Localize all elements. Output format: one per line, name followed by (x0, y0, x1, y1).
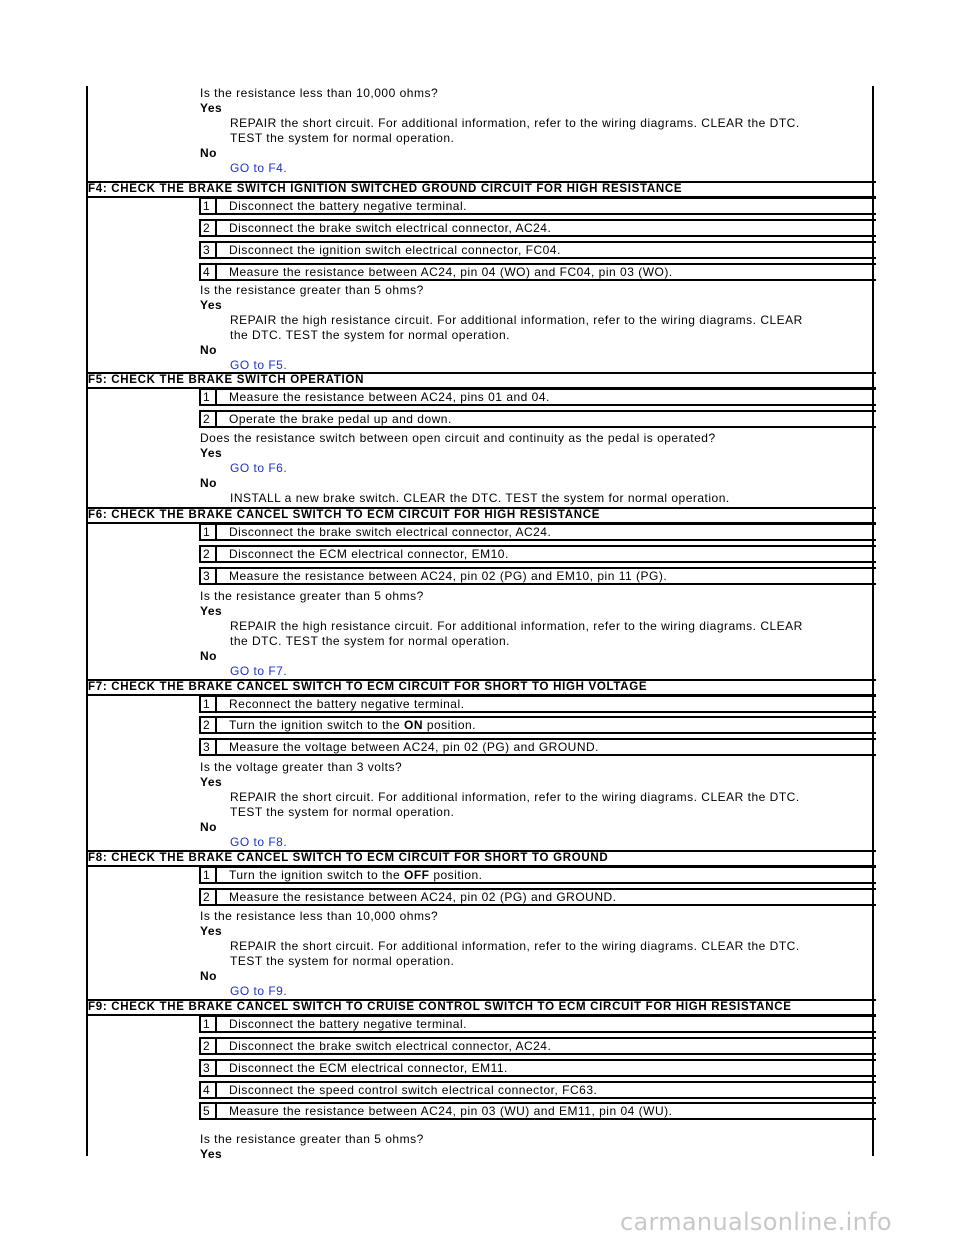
f9-step-5 (199, 1102, 876, 1120)
step-number: 2 (203, 221, 217, 235)
step-number: 1 (203, 868, 217, 882)
step-text: Disconnect the ECM electrical connector, EM10. (229, 547, 509, 561)
yes-label: Yes (200, 604, 223, 618)
f6-header: F6: CHECK THE BRAKE CANCEL SWITCH TO ECM CIRCUIT FOR HIGH RESISTANCE (86, 507, 876, 524)
step-number: 3 (203, 569, 217, 583)
yes-action: REPAIR the high resistance circuit. For additional information, refer to the wiring diagrams. CLEAR (230, 313, 803, 327)
f4-step-1 (199, 197, 876, 215)
step-number: 3 (203, 740, 217, 754)
f6-step-1 (199, 523, 876, 541)
step-text: Measure the resistance between AC24, pin 03 (WU) and EM11, pin 04 (WU). (229, 1104, 673, 1118)
step-number: 1 (203, 525, 217, 539)
yes-action-cont: the DTC. TEST the system for normal operation. (230, 634, 510, 648)
f4-step-3 (199, 241, 876, 259)
f9-header: F9: CHECK THE BRAKE CANCEL SWITCH TO CRUISE CONTROL SWITCH TO ECM CIRCUIT FOR HIGH RESISTANCE (86, 999, 876, 1016)
f9-step-1 (199, 1015, 876, 1033)
f4-question-block (200, 283, 860, 373)
step-number: 1 (203, 199, 217, 213)
table-left-border (86, 86, 88, 1156)
step-text: Disconnect the battery negative terminal. (229, 1017, 467, 1031)
f8-step-2 (199, 888, 876, 906)
f7-step-1 (199, 695, 876, 713)
no-label: No (200, 820, 217, 834)
yes-action: REPAIR the short circuit. For additional information, refer to the wiring diagrams. CLEAR the DTC. (230, 116, 800, 130)
f7-step-3 (199, 738, 876, 756)
step-text: Measure the resistance between AC24, pins 01 and 04. (229, 390, 550, 404)
yes-action: REPAIR the short circuit. For additional information, refer to the wiring diagrams. CLEAR the DTC. (230, 790, 800, 804)
step-text-pre: Turn the ignition switch to the (229, 718, 404, 732)
step-number: 1 (203, 390, 217, 404)
step-text: Disconnect the battery negative terminal. (229, 199, 467, 213)
question-text: Is the resistance less than 10,000 ohms? (200, 86, 439, 100)
step-text: Disconnect the ECM electrical connector, EM11. (229, 1061, 508, 1075)
f6-question-block (200, 589, 860, 679)
question-text: Is the voltage greater than 3 volts? (200, 760, 403, 774)
goto-f8-link[interactable]: GO to F8. (230, 835, 288, 849)
yes-action-cont: TEST the system for normal operation. (230, 805, 455, 819)
step-text: Measure the resistance between AC24, pin 04 (WO) and FC04, pin 03 (WO). (229, 265, 673, 279)
no-label: No (200, 343, 217, 357)
step-number: 5 (203, 1104, 217, 1118)
step-text: Measure the resistance between AC24, pin 02 (PG) and GROUND. (229, 890, 617, 904)
step-number: 3 (203, 243, 217, 257)
f7-step-2 (199, 716, 876, 734)
f6-step-3 (199, 567, 876, 585)
step-text: Measure the resistance between AC24, pin 02 (PG) and EM10, pin 11 (PG). (229, 569, 668, 583)
step-number: 3 (203, 1061, 217, 1075)
step-text: Disconnect the speed control switch electrical connector, FC63. (229, 1083, 598, 1097)
goto-f4-link[interactable]: GO to F4. (230, 161, 288, 175)
f9-step-4 (199, 1081, 876, 1099)
yes-label: Yes (200, 924, 223, 938)
f4-header: F4: CHECK THE BRAKE SWITCH IGNITION SWITCHED GROUND CIRCUIT FOR HIGH RESISTANCE (86, 181, 876, 198)
step-number: 2 (203, 890, 217, 904)
f7-question-block (200, 760, 860, 850)
f4-step-2 (199, 219, 876, 237)
watermark: carmanualsonline.info (620, 1208, 892, 1236)
question-text: Is the resistance greater than 5 ohms? (200, 589, 424, 603)
yes-label: Yes (200, 775, 223, 789)
no-label: No (200, 969, 217, 983)
goto-f5-link[interactable]: GO to F5. (230, 358, 288, 372)
yes-label: Yes (200, 298, 223, 312)
f3-question-block (200, 86, 860, 176)
question-text: Does the resistance switch between open circuit and continuity as the pedal is operated? (200, 431, 716, 445)
step-text (229, 868, 483, 882)
step-text: Disconnect the brake switch electrical connector, AC24. (229, 221, 552, 235)
yes-action-cont: the DTC. TEST the system for normal operation. (230, 328, 510, 342)
yes-action: REPAIR the short circuit. For additional information, refer to the wiring diagrams. CLEAR the DTC. (230, 939, 800, 953)
step-number: 2 (203, 412, 217, 426)
question-text: Is the resistance greater than 5 ohms? (200, 283, 424, 297)
f9-question-block (200, 1132, 860, 1162)
step-text: Reconnect the battery negative terminal. (229, 697, 465, 711)
step-number: 4 (203, 1083, 217, 1097)
no-action: INSTALL a new brake switch. CLEAR the DTC. TEST the system for normal operation. (230, 491, 730, 505)
goto-f9-link[interactable]: GO to F9. (230, 984, 288, 998)
step-text-bold: OFF (403, 868, 430, 882)
no-label: No (200, 146, 217, 160)
yes-action: REPAIR the high resistance circuit. For additional information, refer to the wiring diagrams. CLEAR (230, 619, 803, 633)
f8-header: F8: CHECK THE BRAKE CANCEL SWITCH TO ECM CIRCUIT FOR SHORT TO GROUND (86, 850, 876, 867)
goto-f6-link[interactable]: GO to F6. (230, 461, 288, 475)
f9-step-3 (199, 1059, 876, 1077)
step-number: 1 (203, 697, 217, 711)
step-number: 2 (203, 547, 217, 561)
goto-f7-link[interactable]: GO to F7. (230, 664, 288, 678)
yes-action-cont: TEST the system for normal operation. (230, 954, 455, 968)
step-text-post: position. (429, 868, 483, 882)
f4-step-4 (199, 263, 876, 281)
step-text: Disconnect the brake switch electrical connector, AC24. (229, 1039, 552, 1053)
f5-header: F5: CHECK THE BRAKE SWITCH OPERATION (86, 372, 876, 389)
step-text-pre: Turn the ignition switch to the (229, 868, 404, 882)
yes-action-cont: TEST the system for normal operation. (230, 131, 455, 145)
step-number: 4 (203, 265, 217, 279)
question-text: Is the resistance greater than 5 ohms? (200, 1132, 424, 1146)
step-text-post: position. (422, 718, 477, 732)
step-text: Disconnect the ignition switch electrical connector, FC04. (229, 243, 561, 257)
f5-step-2 (199, 410, 876, 428)
step-number: 2 (203, 718, 217, 732)
step-text: Measure the voltage between AC24, pin 02 (PG) and GROUND. (229, 740, 600, 754)
f6-step-2 (199, 545, 876, 563)
f9-step-2 (199, 1037, 876, 1055)
yes-label: Yes (200, 1147, 223, 1161)
step-number: 2 (203, 1039, 217, 1053)
question-text: Is the resistance less than 10,000 ohms? (200, 909, 439, 923)
f8-step-1 (199, 866, 876, 884)
step-text: Operate the brake pedal up and down. (229, 412, 452, 426)
no-label: No (200, 649, 217, 663)
f5-question-block (200, 431, 860, 506)
yes-label: Yes (200, 446, 223, 460)
no-label: No (200, 476, 217, 490)
step-text-bold: ON (403, 718, 423, 732)
f8-question-block (200, 909, 860, 999)
f7-header: F7: CHECK THE BRAKE CANCEL SWITCH TO ECM CIRCUIT FOR SHORT TO HIGH VOLTAGE (86, 679, 876, 696)
f5-step-1 (199, 388, 876, 406)
step-text: Disconnect the brake switch electrical connector, AC24. (229, 525, 552, 539)
procedure-table (86, 86, 874, 1161)
step-number: 1 (203, 1017, 217, 1031)
step-text (229, 718, 476, 732)
yes-label: Yes (200, 101, 223, 115)
